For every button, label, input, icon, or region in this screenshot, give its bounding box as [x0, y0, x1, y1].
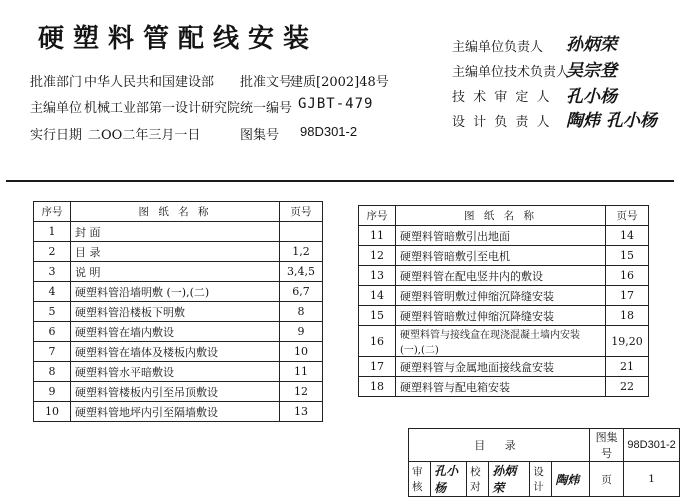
- row-seq: 15: [359, 306, 396, 326]
- table-row: [34, 282, 323, 302]
- review-label: 审核: [409, 462, 431, 497]
- review-signature: 孔小杨: [431, 462, 467, 497]
- row-page: 18: [606, 306, 649, 326]
- header-divider: [6, 180, 674, 182]
- table-row: [34, 362, 323, 382]
- responsible-signature-1: 孙炳荣: [566, 35, 617, 55]
- row-seq: 11: [359, 226, 396, 246]
- table-row: [34, 262, 323, 282]
- row-name: 硬塑料管地坪内引至隔墙敷设: [71, 402, 280, 422]
- col-header-page: 页号: [280, 202, 323, 222]
- row-seq: 3: [34, 262, 71, 282]
- table-row: [359, 226, 649, 246]
- row-seq: 2: [34, 242, 71, 262]
- atlas-no-value: 98D301-2: [300, 124, 358, 139]
- table-row: [34, 242, 323, 262]
- row-name: 硬塑料管沿楼板下明敷: [71, 302, 280, 322]
- responsible-signature-3: 孔小杨: [566, 87, 617, 107]
- table-row: [359, 266, 649, 286]
- table-header-row: [359, 206, 649, 226]
- row-name: 硬塑料管暗敷引至电机: [396, 246, 606, 266]
- editor-unit-label: 主编单位: [30, 101, 83, 116]
- table-row: [359, 306, 649, 326]
- row-seq: 8: [34, 362, 71, 382]
- row-name: 硬塑料管水平暗敷设: [71, 362, 280, 382]
- row-page: 21: [606, 357, 649, 377]
- row-name: 硬塑料管在配电竖井内的敷设: [396, 266, 606, 286]
- row-page: 8: [280, 302, 323, 322]
- row-page: 6,7: [280, 282, 323, 302]
- row-seq: 13: [359, 266, 396, 286]
- row-page: 3,4,5: [280, 262, 323, 282]
- table-row: [359, 326, 649, 357]
- contents-table-right: [358, 205, 649, 397]
- design-label: 设计: [530, 462, 552, 497]
- row-seq: 1: [34, 222, 71, 242]
- approval-dept-value: 中华人民共和国建设部: [84, 75, 215, 90]
- impl-date-label: 实行日期: [30, 128, 83, 143]
- title-block: [408, 428, 680, 497]
- editor-unit-value: 机械工业部第一设计研究院: [84, 101, 241, 116]
- col-header-name: 图 纸 名 称: [396, 206, 606, 226]
- row-seq: 17: [359, 357, 396, 377]
- col-header-page: 页号: [606, 206, 649, 226]
- table-row: [34, 342, 323, 362]
- row-seq: 18: [359, 377, 396, 397]
- title-block-atlas-label: 图集号: [590, 429, 624, 462]
- row-name: 硬塑料管沿墙明敷 (一),(二): [71, 282, 280, 302]
- row-seq: 5: [34, 302, 71, 322]
- row-page: 16: [606, 266, 649, 286]
- row-name: 硬塑料管与配电箱安装: [396, 377, 606, 397]
- col-header-name: 图 纸 名 称: [71, 202, 280, 222]
- title-block-atlas-value: 98D301-2: [624, 429, 680, 462]
- atlas-no-label: 图集号: [240, 128, 280, 143]
- row-page: [280, 222, 323, 242]
- row-page: 19,20: [606, 326, 649, 357]
- design-signature: 陶炜: [552, 462, 590, 497]
- row-seq: 16: [359, 326, 396, 357]
- row-page: 11: [280, 362, 323, 382]
- row-seq: 7: [34, 342, 71, 362]
- row-seq: 14: [359, 286, 396, 306]
- page-value: 1: [624, 462, 680, 497]
- row-page: 14: [606, 226, 649, 246]
- row-page: 9: [280, 322, 323, 342]
- table-row: [359, 377, 649, 397]
- unified-no-value: GJBT-479: [298, 96, 374, 112]
- col-header-seq: 序号: [359, 206, 396, 226]
- responsible-label-4: 设 计 负 责 人: [452, 115, 552, 130]
- responsible-label-2: 主编单位技术负责人: [452, 65, 570, 80]
- table-row: [34, 222, 323, 242]
- row-page: 10: [280, 342, 323, 362]
- table-row: [359, 357, 649, 377]
- row-seq: 10: [34, 402, 71, 422]
- responsible-label-1: 主编单位负责人: [452, 40, 544, 55]
- row-name: 硬塑料管楼板内引至吊顶敷设: [71, 382, 280, 402]
- row-name: 目 录: [71, 242, 280, 262]
- col-header-seq: 序号: [34, 202, 71, 222]
- row-name: 说 明: [71, 262, 280, 282]
- check-signature: 孙炳荣: [489, 462, 530, 497]
- responsible-signature-2: 吴宗登: [566, 61, 617, 81]
- row-seq: 9: [34, 382, 71, 402]
- impl-date-value: 二OO二年三月一日: [88, 128, 201, 143]
- approval-doc-value: 建质[2002]48号: [290, 75, 389, 90]
- row-seq: 4: [34, 282, 71, 302]
- row-page: 13: [280, 402, 323, 422]
- row-name: 封 面: [71, 222, 280, 242]
- table-header-row: [34, 202, 323, 222]
- row-name: 硬塑料管在墙内敷设: [71, 322, 280, 342]
- unified-no-label: 统一编号: [240, 101, 293, 116]
- row-name: 硬塑料管与接线盒在现浇混凝土墙内安装 (一),(二): [396, 326, 606, 357]
- check-label: 校对: [467, 462, 489, 497]
- responsible-signature-4: 陶炜 孔小杨: [566, 111, 657, 131]
- title-block-name: 目 录: [409, 429, 590, 462]
- table-row: [34, 322, 323, 342]
- row-name: 硬塑料管与金属地面接线盒安装: [396, 357, 606, 377]
- approval-doc-label: 批准文号: [240, 75, 293, 90]
- row-seq: 12: [359, 246, 396, 266]
- table-row: [34, 402, 323, 422]
- table-row: [34, 382, 323, 402]
- row-name: 硬塑料管暗敷过伸缩沉降缝安装: [396, 306, 606, 326]
- responsible-label-3: 技 术 审 定 人: [452, 90, 552, 105]
- row-page: 12: [280, 382, 323, 402]
- drawing-title: 硬塑料管配线安装: [38, 24, 319, 54]
- approval-dept-label: 批准部门: [30, 75, 83, 90]
- page-label: 页: [590, 462, 624, 497]
- row-page: 1,2: [280, 242, 323, 262]
- table-row: [34, 302, 323, 322]
- row-name: 硬塑料管在墙体及楼板内敷设: [71, 342, 280, 362]
- table-row: [359, 286, 649, 306]
- row-seq: 6: [34, 322, 71, 342]
- row-page: 17: [606, 286, 649, 306]
- row-page: 22: [606, 377, 649, 397]
- table-row: [359, 246, 649, 266]
- row-page: 15: [606, 246, 649, 266]
- row-name: 硬塑料管明敷过伸缩沉降缝安装: [396, 286, 606, 306]
- row-name: 硬塑料管暗敷引出地面: [396, 226, 606, 246]
- contents-table-left: [33, 201, 323, 422]
